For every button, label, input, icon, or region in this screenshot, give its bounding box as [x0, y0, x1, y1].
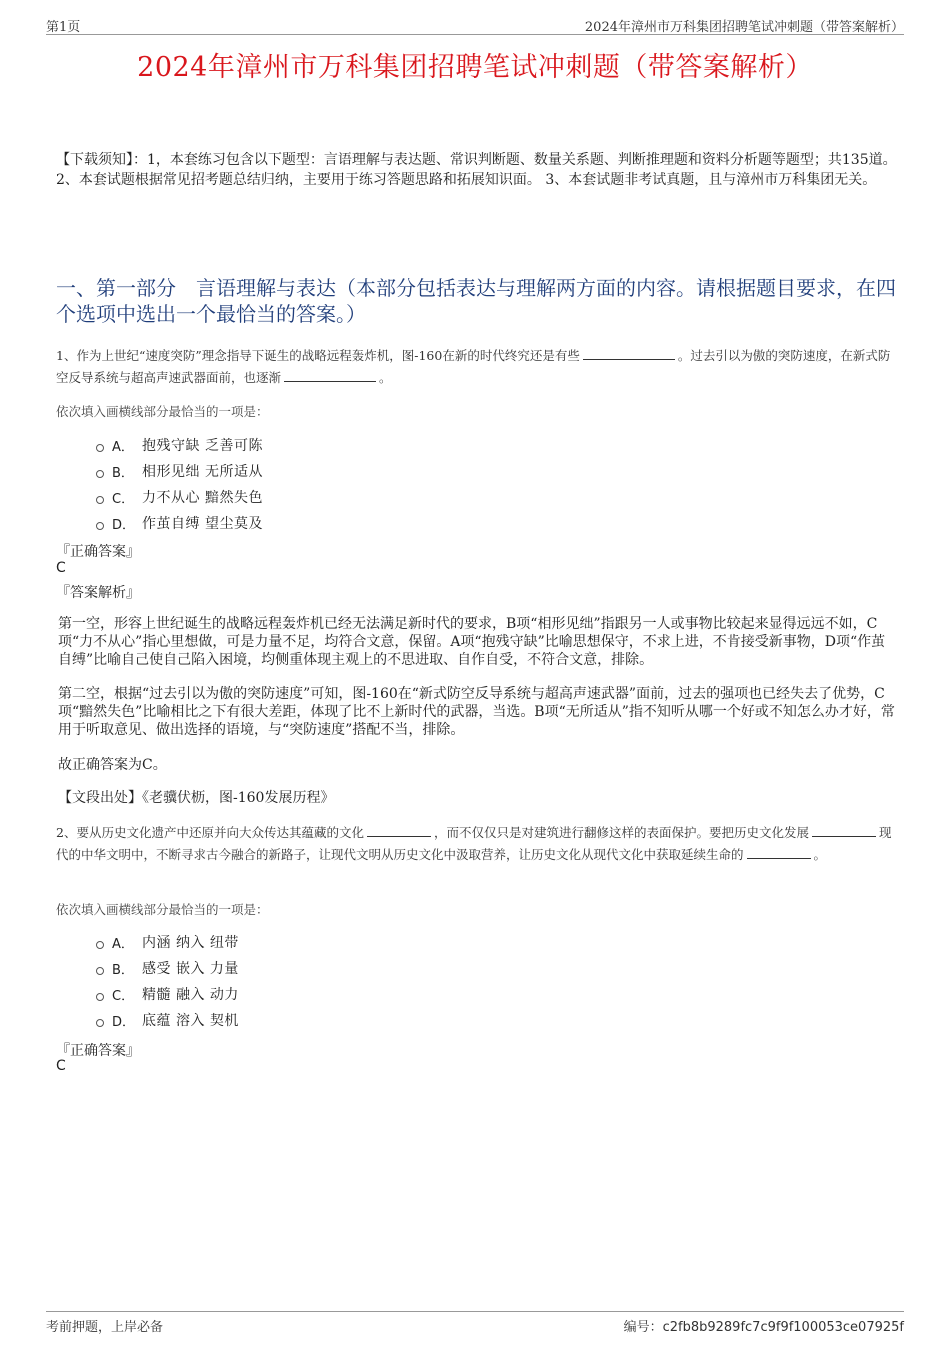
analysis-paragraph-2: 第二空，根据“过去引以为傲的突防速度”可知，图-160在“新式防空反导系统与超高声速武器”面前，过去的强项也已经失去了优势，C项“黯然失色”比喻相比之下有很大差距，体现了比不上新时代的武器，当选。B项“无所适从”指不知听从哪一个好或不知怎么办才好，常用于听取意见、做出选择的语境，与“突防速度”搭配不当，排除。: [58, 686, 895, 738]
radio-icon[interactable]: [96, 470, 104, 478]
option-d[interactable]: [96, 1007, 496, 1033]
option-b[interactable]: [96, 458, 496, 484]
fill-blank: [812, 822, 876, 837]
option-text: 内涵 纳入 纽带: [142, 935, 239, 951]
option-text: 力不从心 黯然失色: [142, 490, 263, 506]
option-letter: A．: [112, 439, 134, 455]
footer-code-label: 编号：: [623, 1320, 663, 1335]
option-letter: C．: [112, 491, 135, 507]
footer-code-value: c2fb8b9289fc7c9f9f100053ce07925f: [662, 1320, 904, 1335]
option-text: 精髓 融入 动力: [142, 987, 239, 1003]
option-letter: C．: [112, 988, 135, 1004]
fill-blank: [583, 345, 675, 360]
option-letter: A．: [112, 936, 134, 952]
header-doc-title: 2024年漳州市万科集团招聘笔试冲刺题（带答案解析）: [584, 20, 904, 35]
question-2-options: [96, 929, 496, 1033]
page-number: 第1页: [46, 20, 81, 35]
question-1-instruction: 依次填入画横线部分最恰当的一项是：: [56, 404, 269, 419]
radio-icon[interactable]: [96, 444, 104, 452]
passage-source: 【文段出处】《老骥伏枥，图-160发展历程》: [58, 790, 335, 806]
answer-value: C: [56, 560, 66, 576]
option-letter: B．: [112, 465, 134, 481]
download-notice: 【下载须知】：1，本套练习包含以下题型：言语理解与表达题、常识判断题、数量关系题、判断推理题和资料分析题等题型；共135道。 2、本套试题根据常见招考题总结归纳，主要用于练习答题思路和拓展知识面。 3、本套试题非考试真题，且与漳州市万科集团无关。: [56, 152, 897, 188]
option-text: 感受 嵌入 力量: [142, 961, 239, 977]
footer-code: [624, 1316, 904, 1335]
question-1-stem-part-c: 。: [379, 370, 392, 385]
fill-blank: [284, 367, 376, 382]
radio-icon[interactable]: [96, 967, 104, 975]
analysis-label: 『答案解析』: [56, 585, 140, 601]
question-1-stem: [56, 345, 898, 389]
answer-label: 『正确答案』: [56, 1043, 140, 1059]
footer-slogan: 考前押题，上岸必备: [46, 1320, 164, 1335]
fill-blank: [747, 844, 811, 859]
question-1-stem-part-a: 1、作为上世纪“速度突防”理念指导下诞生的战略远程轰炸机，图-160在新的时代终究还是有些: [56, 348, 580, 363]
radio-icon[interactable]: [96, 941, 104, 949]
radio-icon[interactable]: [96, 496, 104, 504]
question-2-stem-part-c: 现代的中华文明中，不断寻求古今融合的新路子，让现代文明从历史文化中汲取营养，让历史文化从现代文化中获取延续生命的: [56, 825, 892, 862]
radio-icon[interactable]: [96, 993, 104, 1001]
radio-icon[interactable]: [96, 522, 104, 530]
question-1-stem-part-b: 。过去引以为傲的突防速度，在新式防空反导系统与超高声速武器面前，也逐渐: [56, 348, 891, 385]
option-text: 底蕴 溶入 契机: [142, 1013, 239, 1029]
radio-icon[interactable]: [96, 1019, 104, 1027]
option-text: 抱残守缺 乏善可陈: [142, 438, 263, 454]
option-text: 相形见绌 无所适从: [142, 464, 263, 480]
page-title: 2024年漳州市万科集团招聘笔试冲刺题（带答案解析）: [137, 52, 813, 83]
question-2-stem-part-b: ，而不仅仅只是对建筑进行翻修这样的表面保护。要把历史文化发展: [433, 825, 809, 840]
option-d[interactable]: [96, 510, 496, 536]
option-c[interactable]: [96, 981, 496, 1007]
answer-value: C: [56, 1058, 66, 1074]
page-footer: [46, 1311, 904, 1334]
option-c[interactable]: [96, 484, 496, 510]
page-header: [46, 14, 904, 35]
answer-label: 『正确答案』: [56, 544, 140, 560]
option-letter: D．: [112, 1014, 136, 1030]
option-a[interactable]: [96, 929, 496, 955]
question-1-options: [96, 432, 496, 536]
fill-blank: [367, 822, 431, 837]
option-b[interactable]: [96, 955, 496, 981]
section-heading: 一、第一部分 言语理解与表达（本部分包括表达与理解两方面的内容。请根据题目要求，在四个选项中选出一个最恰当的答案。）: [56, 276, 896, 326]
question-2-instruction: 依次填入画横线部分最恰当的一项是：: [56, 902, 269, 917]
option-a[interactable]: [96, 432, 496, 458]
analysis-conclusion: 故正确答案为C。: [58, 757, 167, 773]
analysis-paragraph-1: 第一空，形容上世纪诞生的战略远程轰炸机已经无法满足新时代的要求，B项“相形见绌”指跟另一人或事物比较起来显得远远不如，C项“力不从心”指心里想做，可是力量不足，均符合文意，保留。A项“抱残守缺”比喻思想保守，不求上进，不肯接受新事物，D项“作茧自缚”比喻自己使自己陷入困境，均侧重体现主观上的不思进取、自作自受，不符合文意，排除。: [58, 616, 886, 668]
question-2-stem-part-a: 2、要从历史文化遗产中还原并向大众传达其蕴藏的文化: [56, 825, 364, 840]
option-text: 作茧自缚 望尘莫及: [142, 516, 263, 532]
question-2-stem-part-d: 。: [813, 847, 827, 862]
option-letter: D．: [112, 517, 136, 533]
option-letter: B．: [112, 962, 134, 978]
question-2-stem: [56, 822, 898, 866]
